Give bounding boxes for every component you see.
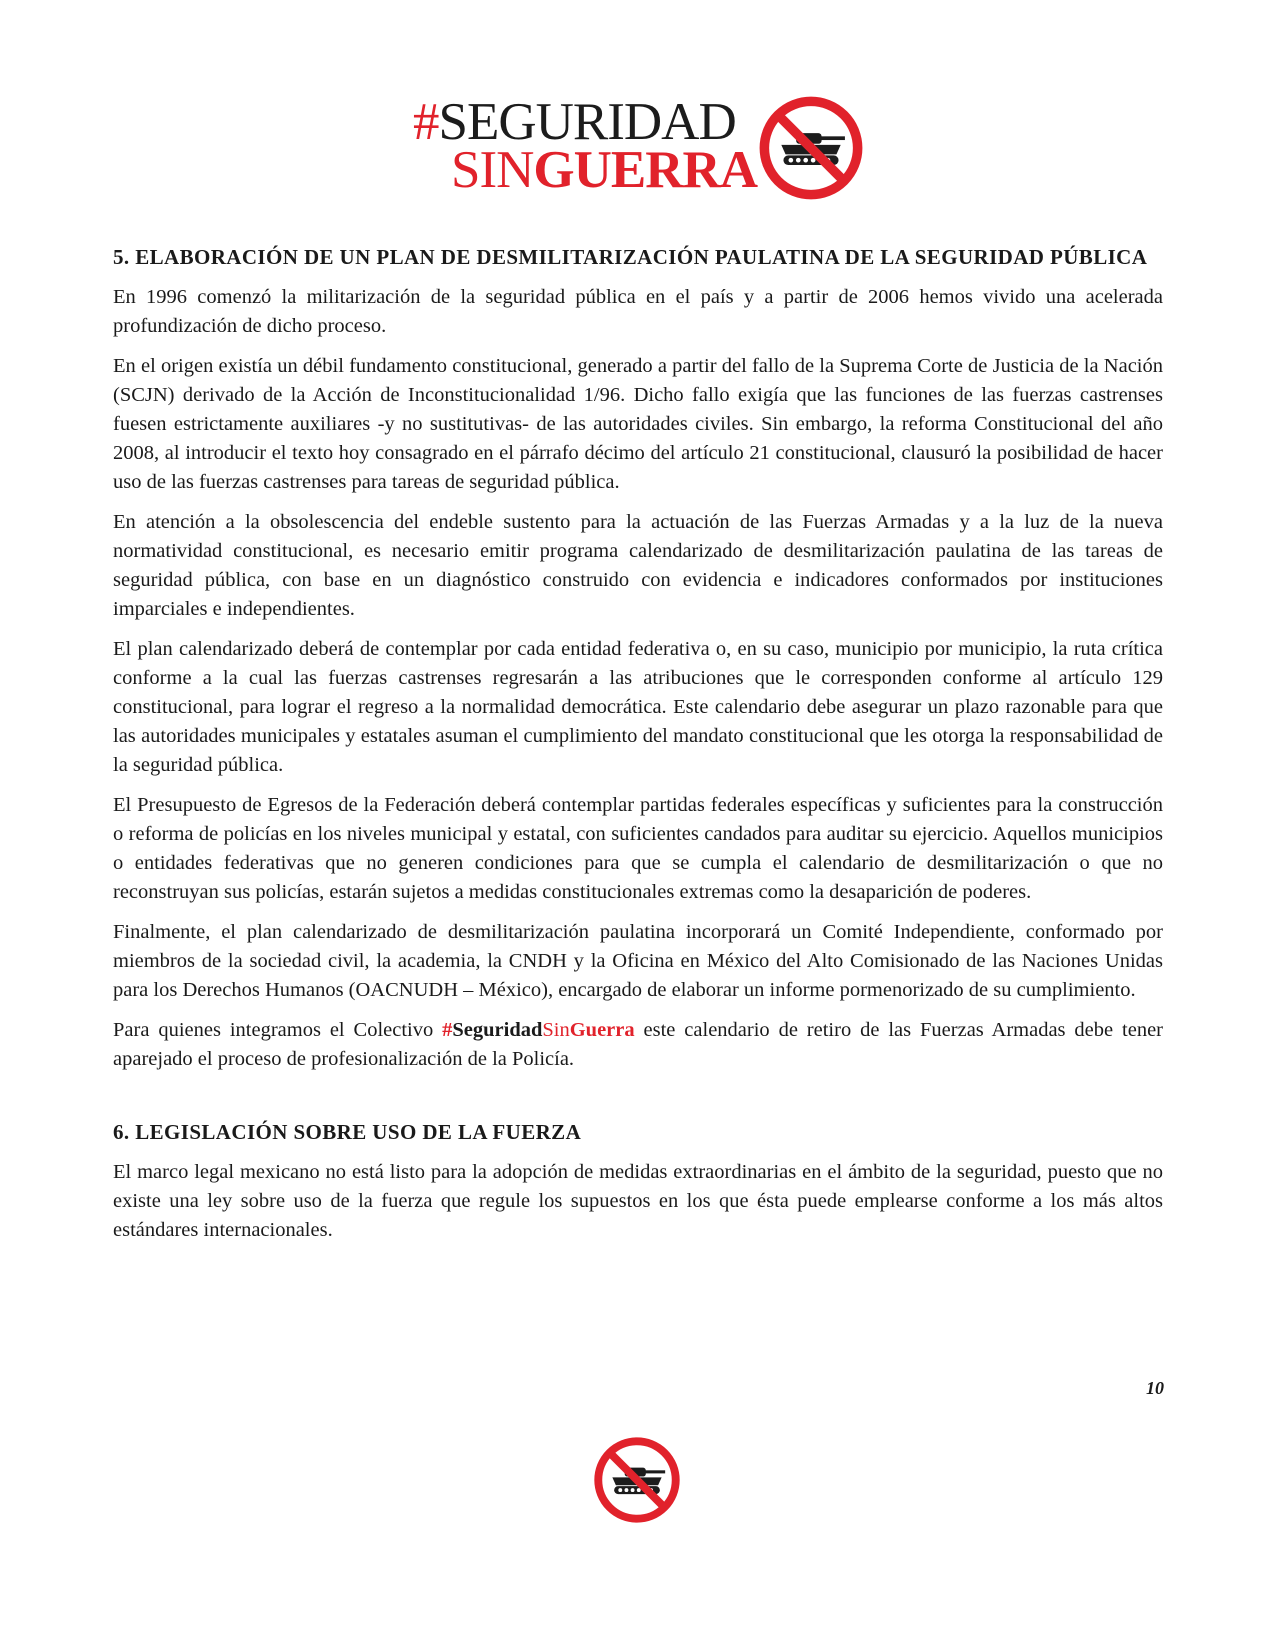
document-body <box>113 243 1163 1256</box>
section-6-heading: 6. LEGISLACIÓN SOBRE USO DE LA FUERZA <box>113 1120 582 1144</box>
section-5-paragraph-2: En el origen existía un débil fundamento constitucional, generado a partir del fallo de la Suprema Corte de Justicia de la Nación (SCJN) derivado de la Acción de Inconstitucionalidad 1/96. Dicho fallo exigía que las funciones de las fuerzas castrenses fuesen estrictamente auxiliares -y no sustitutivas- de las autoridades civiles. Sin embargo, la reforma Constitucional del año 2008, al introducir el texto hoy consagrado en el párrafo décimo del artículo 21 constitucional, clausuró la posibilidad de hacer uso de las fuerzas castrenses para tareas de seguridad pública. <box>113 355 1163 493</box>
logo-word-guerra: GUERRA <box>533 141 758 199</box>
logo-hash: # <box>413 93 439 151</box>
seguridad-sin-guerra-logo <box>413 92 883 202</box>
no-tank-icon <box>758 95 864 201</box>
no-tank-icon <box>593 1436 681 1524</box>
section-5-paragraph-3: En atención a la obsolescencia del endeble sustento para la actuación de las Fuerzas Armadas y a la luz de la nueva normatividad constitucional, es necesario emitir programa calendarizado de desmilitarización paulatina de las tareas de seguridad pública, con base en un diagnóstico construido con evidencia e indicadores conformados por instituciones imparciales e independientes. <box>113 511 1163 620</box>
section-5-heading: 5. ELABORACIÓN DE UN PLAN DE DESMILITARIZACIÓN PAULATINA DE LA SEGURIDAD PÚBLICA <box>113 245 1148 269</box>
hashtag-seguridad: Seguridad <box>452 1019 543 1041</box>
p7-text-before: Para quienes integramos el Colectivo <box>113 1019 443 1041</box>
section-5-paragraph-4: El plan calendarizado deberá de contemplar por cada entidad federativa o, en su caso, municipio por municipio, la ruta crítica conforme a la cual las fuerzas castrenses regresarán a las atribuciones que le corresponden conforme al artículo 129 constitucional, para lograr el regreso a la normalidad democrática. Este calendario debe asegurar un plazo razonable para que las autoridades municipales y estatales asuman el cumplimiento del mandato constitucional que les otorga la responsabilidad de la seguridad pública. <box>113 638 1163 776</box>
section-5-paragraph-1: En 1996 comenzó la militarización de la seguridad pública en el país y a partir de 2006 hemos vivido una acelerada profundización de dicho proceso. <box>113 286 1163 337</box>
logo-word-seguridad: SEGURIDAD <box>438 93 736 151</box>
p7-text-after: este calendario de retiro de las Fuerzas Armadas debe tener aparejado el proceso de profesionalización de la Policía. <box>113 1019 1163 1070</box>
section-5-paragraph-5: El Presupuesto de Egresos de la Federación deberá contemplar partidas federales específicas y suficientes para la construcción o reforma de policías en los niveles municipal y estatal, con suficientes candados para auditar su ejercicio. Aquellos municipios o entidades federativas que no generen condiciones para que se cumpla el calendario de desmilitarización o que no reconstruyan sus policías, estarán sujetos a medidas constitucionales extremas como la desaparición de poderes. <box>113 794 1163 903</box>
logo-line-2 <box>451 140 757 200</box>
hashtag-guerra: Guerra <box>569 1019 635 1041</box>
section-6-paragraph-1: El marco legal mexicano no está listo para la adopción de medidas extraordinarias en el ámbito de la seguridad, puesto que no existe una ley sobre uso de la fuerza que regule los supuestos en los que ésta puede emplearse conforme a los más altos estándares internacionales. <box>113 1161 1163 1241</box>
section-5-paragraph-7 <box>113 1016 1163 1074</box>
hashtag-hash: # <box>442 1019 453 1041</box>
logo-word-sin: SIN <box>451 141 534 199</box>
section-5-paragraph-6: Finalmente, el plan calendarizado de desmilitarización paulatina incorporará un Comité Independiente, conformado por miembros de la sociedad civil, la academia, la CNDH y la Oficina en México del Alto Comisionado de las Naciones Unidas para los Derechos Humanos (OACNUDH – México), encargado de elaborar un informe pormenorizado de su cumplimiento. <box>113 921 1163 1001</box>
hashtag-sin: Sin <box>542 1019 570 1041</box>
page-number: 10 <box>1146 1378 1164 1398</box>
